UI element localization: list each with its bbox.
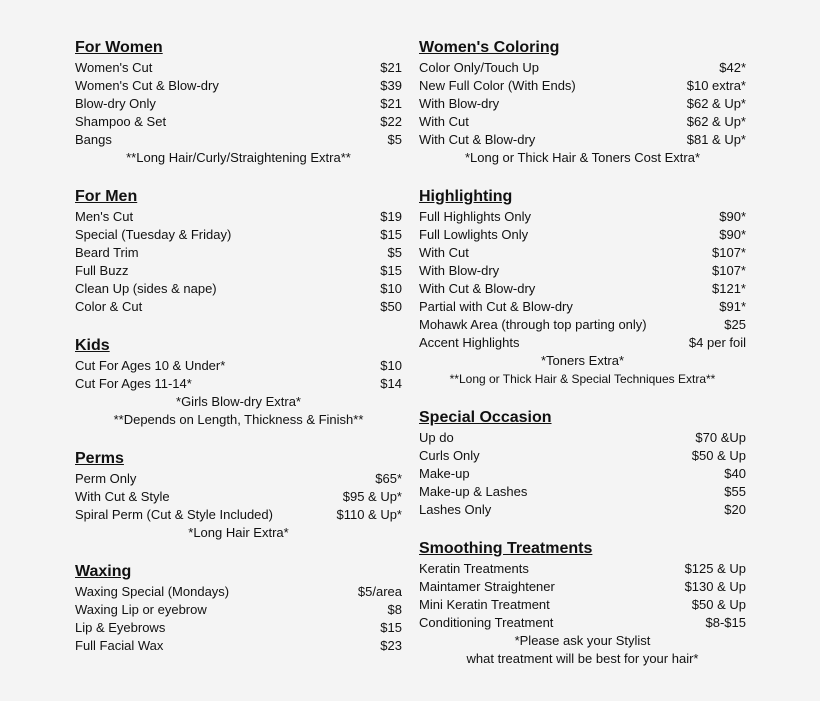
service-price: $21 bbox=[380, 96, 402, 111]
service-name: Lashes Only bbox=[419, 502, 492, 517]
service-price: $10 bbox=[380, 281, 402, 296]
service-price: $40 bbox=[724, 466, 746, 481]
price-row bbox=[419, 483, 746, 501]
section-note: what treatment will be best for your hair* bbox=[466, 651, 699, 666]
price-row bbox=[75, 208, 402, 226]
service-price: $15 bbox=[380, 263, 402, 278]
service-name: Clean Up (sides & nape) bbox=[75, 281, 217, 296]
section-heading: Perms bbox=[75, 450, 124, 467]
service-name: Full Buzz bbox=[75, 263, 129, 278]
service-price: $50 & Up bbox=[691, 448, 746, 463]
section-heading: For Men bbox=[75, 188, 138, 205]
service-price: $15 bbox=[380, 227, 402, 242]
price-row bbox=[419, 465, 746, 483]
service-price: $90* bbox=[719, 209, 746, 224]
service-price: $15 bbox=[380, 620, 402, 635]
section-perms bbox=[75, 449, 415, 542]
service-name: Full Highlights Only bbox=[419, 209, 531, 224]
left-column bbox=[75, 38, 415, 675]
service-name: Beard Trim bbox=[75, 245, 139, 260]
price-row bbox=[419, 334, 746, 352]
service-name: Shampoo & Set bbox=[75, 114, 167, 129]
price-row bbox=[419, 501, 746, 519]
service-price: $5 bbox=[387, 132, 402, 147]
section-note: **Depends on Length, Thickness & Finish** bbox=[113, 412, 364, 427]
price-row bbox=[75, 601, 402, 619]
service-name: Women's Cut & Blow-dry bbox=[75, 78, 219, 93]
price-row bbox=[75, 59, 402, 77]
service-price: $81 & Up* bbox=[686, 132, 746, 147]
service-name: Make-up & Lashes bbox=[419, 484, 528, 499]
service-name: Cut For Ages 10 & Under* bbox=[75, 358, 226, 373]
section-heading: Women's Coloring bbox=[419, 39, 560, 56]
service-name: New Full Color (With Ends) bbox=[419, 78, 576, 93]
section-heading: Waxing bbox=[75, 563, 132, 580]
service-name: Spiral Perm (Cut & Style Included) bbox=[75, 507, 273, 522]
price-row bbox=[75, 280, 402, 298]
service-name: Full Lowlights Only bbox=[419, 227, 529, 242]
section-womens-coloring bbox=[419, 38, 759, 167]
service-price: $14 bbox=[380, 376, 402, 391]
service-name: Cut For Ages 11-14* bbox=[75, 376, 192, 391]
price-row bbox=[75, 244, 402, 262]
service-price: $65* bbox=[375, 471, 402, 486]
section-note: **Long Hair/Curly/Straightening Extra** bbox=[126, 150, 351, 165]
service-price: $25 bbox=[724, 317, 746, 332]
price-row bbox=[75, 262, 402, 280]
price-row bbox=[419, 262, 746, 280]
section-heading: For Women bbox=[75, 39, 163, 56]
price-row bbox=[75, 637, 402, 655]
service-price: $130 & Up bbox=[684, 579, 746, 594]
price-row bbox=[75, 470, 402, 488]
service-name: Up do bbox=[419, 430, 454, 445]
service-name: Color & Cut bbox=[75, 299, 143, 314]
service-name: Make-up bbox=[419, 466, 470, 481]
service-price: $91* bbox=[719, 299, 746, 314]
service-name: Keratin Treatments bbox=[419, 561, 529, 576]
service-name: Perm Only bbox=[75, 471, 137, 486]
service-price: $62 & Up* bbox=[686, 114, 746, 129]
section-waxing bbox=[75, 562, 415, 655]
service-name: Waxing Lip or eyebrow bbox=[75, 602, 207, 617]
price-row bbox=[419, 596, 746, 614]
price-row bbox=[419, 316, 746, 334]
price-row bbox=[419, 113, 746, 131]
price-row bbox=[419, 447, 746, 465]
price-row bbox=[419, 59, 746, 77]
price-row bbox=[75, 619, 402, 637]
service-price: $4 per foil bbox=[688, 335, 746, 350]
section-note: *Long Hair Extra* bbox=[188, 525, 289, 540]
price-row bbox=[419, 429, 746, 447]
service-name: Full Facial Wax bbox=[75, 638, 164, 653]
service-price: $8 bbox=[387, 602, 402, 617]
price-row bbox=[419, 578, 746, 596]
service-price: $20 bbox=[724, 502, 746, 517]
service-price: $62 & Up* bbox=[686, 96, 746, 111]
service-name: With Cut & Blow-dry bbox=[419, 281, 536, 296]
service-price: $125 & Up bbox=[684, 561, 746, 576]
price-row bbox=[75, 506, 402, 524]
service-price: $22 bbox=[380, 114, 402, 129]
service-name: With Cut bbox=[419, 245, 469, 260]
service-name: With Blow-dry bbox=[419, 263, 500, 278]
section-smoothing-treatments bbox=[419, 539, 759, 668]
section-heading: Highlighting bbox=[419, 188, 513, 205]
price-row bbox=[419, 614, 746, 632]
price-row bbox=[419, 77, 746, 95]
service-price: $5/area bbox=[357, 584, 402, 599]
service-name: Special (Tuesday & Friday) bbox=[75, 227, 232, 242]
service-price: $23 bbox=[380, 638, 402, 653]
price-row bbox=[75, 113, 402, 131]
price-row bbox=[419, 244, 746, 262]
price-row bbox=[419, 226, 746, 244]
service-name: With Cut & Style bbox=[75, 489, 170, 504]
service-name: Accent Highlights bbox=[419, 335, 520, 350]
service-name: Waxing Special (Mondays) bbox=[75, 584, 230, 599]
service-price: $10 bbox=[380, 358, 402, 373]
price-row bbox=[75, 226, 402, 244]
service-price: $50 & Up bbox=[691, 597, 746, 612]
service-name: Mohawk Area (through top parting only) bbox=[419, 317, 647, 332]
price-row bbox=[75, 131, 402, 149]
section-for-men bbox=[75, 187, 415, 316]
section-for-women bbox=[75, 38, 415, 167]
service-name: Men's Cut bbox=[75, 209, 134, 224]
price-row bbox=[75, 77, 402, 95]
service-name: Women's Cut bbox=[75, 60, 153, 75]
price-row bbox=[75, 357, 402, 375]
service-name: With Cut bbox=[419, 114, 469, 129]
service-name: Conditioning Treatment bbox=[419, 615, 554, 630]
service-name: Lip & Eyebrows bbox=[75, 620, 166, 635]
service-name: Color Only/Touch Up bbox=[419, 60, 539, 75]
service-price: $8-$15 bbox=[705, 615, 746, 630]
section-note: *Long or Thick Hair & Toners Cost Extra* bbox=[464, 150, 701, 165]
service-price: $70 &Up bbox=[695, 430, 746, 445]
right-column bbox=[419, 38, 759, 688]
service-price: $50 bbox=[380, 299, 402, 314]
service-price: $21 bbox=[380, 60, 402, 75]
service-name: Curls Only bbox=[419, 448, 480, 463]
service-name: With Blow-dry bbox=[419, 96, 500, 111]
section-note: *Toners Extra* bbox=[540, 353, 625, 368]
price-row bbox=[419, 95, 746, 113]
price-row bbox=[75, 488, 402, 506]
service-price: $42* bbox=[719, 60, 746, 75]
service-price: $107* bbox=[712, 245, 746, 260]
section-note: **Long or Thick Hair & Special Techniques Extra** bbox=[449, 372, 716, 386]
price-row bbox=[75, 583, 402, 601]
service-price: $39 bbox=[380, 78, 402, 93]
section-heading: Smoothing Treatments bbox=[419, 540, 593, 557]
section-note: *Please ask your Stylist bbox=[514, 633, 651, 648]
section-note: *Girls Blow-dry Extra* bbox=[176, 394, 301, 409]
price-row bbox=[419, 131, 746, 149]
service-name: With Cut & Blow-dry bbox=[419, 132, 536, 147]
price-row bbox=[75, 375, 402, 393]
price-row bbox=[419, 280, 746, 298]
service-name: Bangs bbox=[75, 132, 112, 147]
service-price: $19 bbox=[380, 209, 402, 224]
price-row bbox=[419, 298, 746, 316]
section-highlighting bbox=[419, 187, 759, 388]
service-price: $55 bbox=[724, 484, 746, 499]
section-special-occasion bbox=[419, 408, 759, 519]
service-price: $5 bbox=[387, 245, 402, 260]
service-name: Mini Keratin Treatment bbox=[419, 597, 550, 612]
price-row bbox=[75, 298, 402, 316]
service-name: Blow-dry Only bbox=[75, 96, 156, 111]
service-price: $121* bbox=[712, 281, 746, 296]
price-row bbox=[75, 95, 402, 113]
section-heading: Kids bbox=[75, 337, 110, 354]
service-price: $10 extra* bbox=[686, 78, 746, 93]
section-kids bbox=[75, 336, 415, 429]
service-price: $107* bbox=[712, 263, 746, 278]
service-name: Partial with Cut & Blow-dry bbox=[419, 299, 573, 314]
service-price: $90* bbox=[719, 227, 746, 242]
section-heading: Special Occasion bbox=[419, 409, 552, 426]
service-price: $95 & Up* bbox=[342, 489, 402, 504]
price-row bbox=[419, 208, 746, 226]
service-name: Maintamer Straightener bbox=[419, 579, 555, 594]
service-price: $110 & Up* bbox=[336, 507, 402, 522]
price-row bbox=[419, 560, 746, 578]
